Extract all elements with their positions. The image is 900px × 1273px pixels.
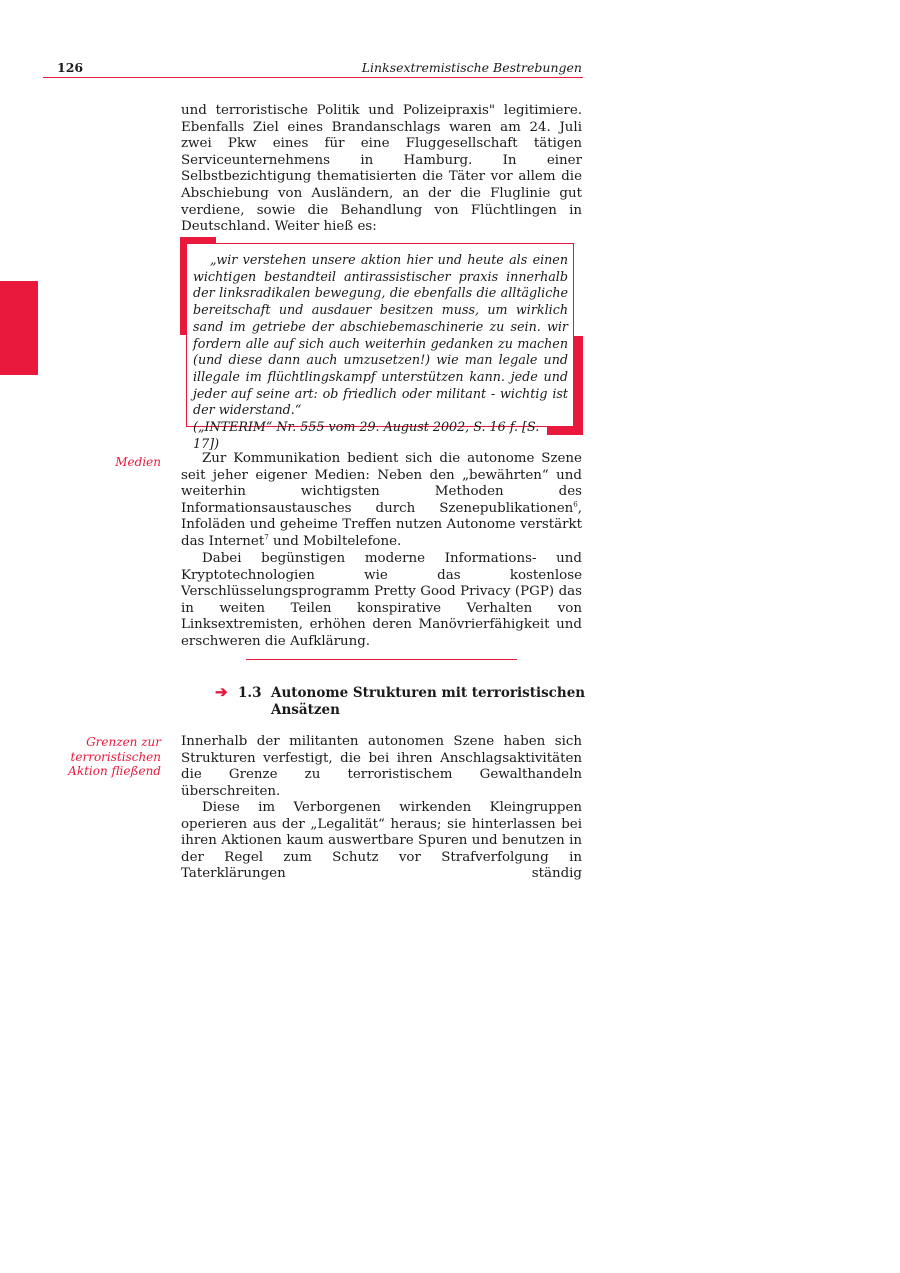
section-paragraph-2: Diese im Verborgenen wirkenden Kleingruppen operieren aus der „Legalität“ heraus; sie hinterlassen bei ihren Aktionen kaum auswertbare Spuren und benutzen in der Regel zum Schutz vor Strafverfolgung in Taterklärungen ständig	[181, 800, 582, 882]
margin-note-grenzen: Grenzen zur terroristischen Aktion fließend	[68, 735, 161, 778]
footnote-ref-6[interactable]: 6	[573, 500, 578, 509]
header-rule	[43, 77, 583, 78]
medien-text-part1: Zur Kommunikation bedient sich die autonome Szene seit jeher eigener Medien: Neben den „bewährten“ und weiterhin wichtigsten Methoden des Informationsaustausches durch Szenepublikationen	[181, 451, 582, 516]
chapter-tab-marker	[0, 281, 38, 375]
crypto-paragraph-block	[181, 551, 582, 651]
section-paragraph-1: Innerhalb der militanten autonomen Szene haben sich Strukturen verfestigt, die bei ihren Anschlagsaktivitäten die Grenze zu terroristischem Gewalthandeln überschreiten.	[181, 734, 582, 799]
medien-text-part3: und Mobiltelefone.	[268, 533, 402, 549]
quote-box	[186, 243, 574, 451]
running-title: Linksextremistische Bestrebungen	[361, 60, 582, 75]
page-number: 126	[57, 60, 84, 75]
quote-citation: („INTERIM“ Nr. 555 vom 29. August 2002, S. 16 f. [S. 17])	[193, 419, 540, 451]
section-number: 1.3	[238, 685, 262, 701]
medien-paragraph	[181, 451, 582, 551]
crypto-paragraph: Dabei begünstigen moderne Informations- und Kryptotechnologien wie das kostenlose Verschlüsselungsprogramm Pretty Good Privacy (PGP) das in weiten Teilen konspirative Verhalten von Linksextremisten, erhöhen deren Manövrierfähigkeit und erschweren die Aufklärung.	[181, 551, 582, 649]
section-paragraph-2-block	[181, 800, 582, 883]
intro-paragraph: und terroristische Politik und Polizeipraxis" legitimiere. Ebenfalls Ziel eines Brandanschlags waren am 24. Juli zwei Pkw eines für eine Fluggesellschaft tätigen Serviceunternehmens in Hamburg. In einer Selbstbezichtigung thematisierten die Täter vor allem die Abschiebung von Ausländern, an der die Fluglinie gut verdiene, sowie die Behandlung von Flüchtlingen in Deutschland. Weiter hieß es:	[181, 103, 582, 235]
footnote-ref-7[interactable]: 7	[264, 533, 269, 542]
section-paragraph-1-block	[181, 734, 582, 800]
medien-paragraph-block	[181, 451, 582, 551]
section-heading: Autonome Strukturen mit terroristischen Ansätzen	[271, 685, 586, 718]
quote-text: „wir verstehen unsere aktion hier und heute als einen wichtigen bestandteil antirassistischer praxis innerhalb der linksradikalen bewegung, die ebenfalls die alltägliche bereitschaft und ausdauer besitzen muss, um wirklich sand im getriebe der abschiebemaschinerie zu sein. wir fordern alle auf sich auch weiterhin gedanken zu machen (und diese dann auch umzusetzen!) wie man legale und illegale im flüchtlingskampf unterstützen kann. jede und jeder auf seine art: ob friedlich oder militant - wichtig ist der widerstand.“	[193, 252, 568, 418]
medien-text-part2: , Infoläden und geheime Treffen nutzen Autonome verstärkt das Internet	[181, 500, 582, 549]
section-arrow-icon: ➔	[215, 683, 228, 701]
section-separator	[246, 659, 517, 660]
margin-note-medien: Medien	[115, 455, 161, 469]
intro-paragraph-block	[181, 103, 582, 236]
